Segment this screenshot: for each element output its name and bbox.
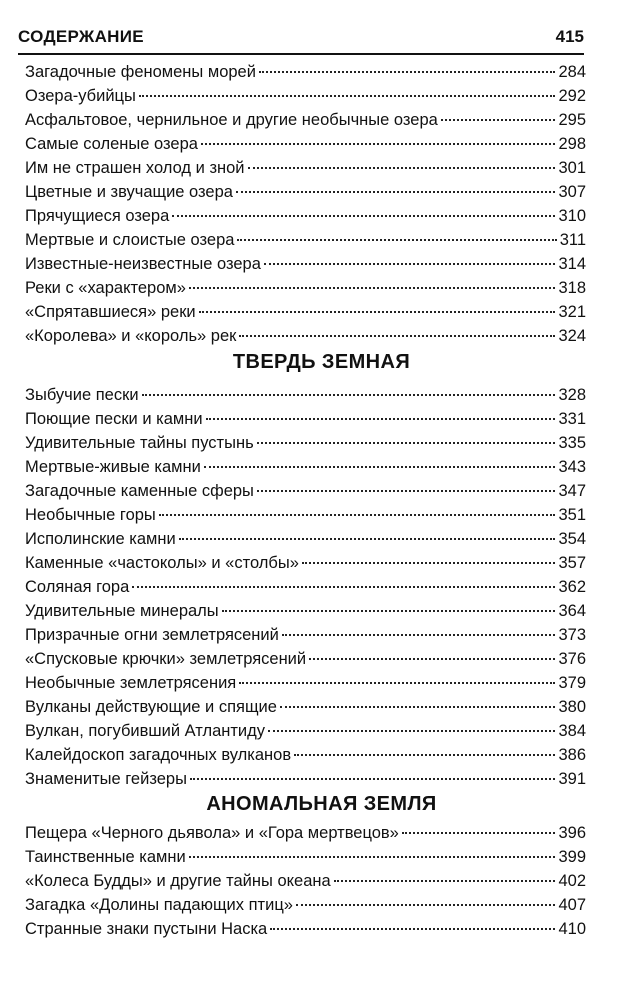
dot-leader	[222, 610, 556, 612]
entry-title: Им не страшен холод и зной	[25, 159, 245, 177]
entry-page-number: 295	[558, 111, 586, 129]
entry-title: «Спрятавшиеся» реки	[25, 303, 196, 321]
entry-page-number: 373	[558, 626, 586, 644]
dot-leader	[206, 418, 556, 420]
entry-page-number: 331	[558, 410, 586, 428]
entry-title: Загадочные феномены морей	[25, 63, 256, 81]
entry-page-number: 379	[558, 674, 586, 692]
dot-leader	[142, 394, 556, 396]
entry-page-number: 335	[558, 434, 586, 452]
dot-leader	[302, 562, 556, 564]
toc-entry	[25, 647, 586, 671]
toc-entry	[25, 695, 586, 719]
dot-leader	[236, 191, 556, 193]
entry-title: Калейдоскоп загадочных вулканов	[25, 746, 292, 764]
dot-leader	[199, 311, 556, 313]
dot-leader	[334, 880, 556, 882]
toc-entry	[25, 917, 586, 941]
entry-title: Поющие пески и камни	[25, 410, 203, 428]
toc-entry	[25, 431, 586, 455]
section-heading-earth: ТВЕРДЬ ЗЕМНАЯ	[232, 351, 411, 373]
entry-title: Цветные и звучащие озера	[25, 183, 233, 201]
dot-leader	[159, 514, 556, 516]
dot-leader	[268, 730, 555, 732]
entry-title: Удивительные минералы	[25, 602, 219, 620]
entry-title: Вулканы действующие и спящие	[25, 698, 277, 716]
entry-page-number: 354	[558, 530, 586, 548]
dot-leader	[257, 442, 556, 444]
toc-list-lakes-rivers	[25, 60, 586, 348]
entry-title: Вулкан, погубивший Атлантиду	[25, 722, 266, 740]
entry-page-number: 298	[558, 135, 586, 153]
toc-entry	[25, 743, 586, 767]
entry-title: Озера-убийцы	[25, 87, 136, 105]
entry-title: Необычные горы	[25, 506, 156, 524]
toc-entry	[25, 527, 586, 551]
dot-leader	[294, 754, 555, 756]
entry-page-number: 362	[558, 578, 586, 596]
toc-entry	[25, 60, 586, 84]
toc-entry	[25, 300, 586, 324]
dot-leader	[264, 263, 556, 265]
toc-entry	[25, 623, 586, 647]
dot-leader	[132, 586, 555, 588]
entry-page-number: 410	[558, 920, 586, 938]
entry-page-number: 307	[558, 183, 586, 201]
entry-page-number: 311	[559, 231, 586, 249]
entry-title: Исполинские камни	[25, 530, 176, 548]
entry-title: «Колеса Будды» и другие тайны океана	[25, 872, 331, 890]
toc-entry	[25, 132, 586, 156]
dot-leader	[204, 466, 556, 468]
entry-title: Зыбучие пески	[25, 386, 139, 404]
dot-leader	[139, 95, 556, 97]
page-header	[18, 27, 584, 55]
entry-page-number: 402	[558, 872, 586, 890]
toc-entry	[25, 845, 586, 869]
dot-leader	[239, 335, 555, 337]
dot-leader	[259, 71, 556, 73]
entry-title: Соляная гора	[25, 578, 130, 596]
toc-entry	[25, 671, 586, 695]
toc-entry	[25, 228, 586, 252]
entry-page-number: 376	[558, 650, 586, 668]
entry-title: Асфальтовое, чернильное и другие необычные озера	[25, 111, 438, 129]
entry-title: Мертвые-живые камни	[25, 458, 201, 476]
dot-leader	[257, 490, 556, 492]
dot-leader	[201, 143, 556, 145]
entry-page-number: 347	[558, 482, 586, 500]
entry-page-number: 391	[558, 770, 586, 788]
page-number: 415	[555, 27, 584, 46]
toc-entry	[25, 599, 586, 623]
dot-leader	[248, 167, 556, 169]
entry-title: Загадка «Долины падающих птиц»	[25, 896, 293, 914]
toc-entry	[25, 719, 586, 743]
entry-page-number: 380	[558, 698, 586, 716]
dot-leader	[441, 119, 556, 121]
dot-leader	[179, 538, 556, 540]
entry-title: Самые соленые озера	[25, 135, 198, 153]
toc-list-earth	[25, 383, 586, 791]
entry-page-number: 357	[558, 554, 586, 572]
dot-leader	[270, 928, 555, 930]
entry-title: Пещера «Черного дьявола» и «Гора мертвецов»	[25, 824, 399, 842]
entry-title: Необычные землетрясения	[25, 674, 237, 692]
toc-entry	[25, 455, 586, 479]
entry-title: Реки с «характером»	[25, 279, 186, 297]
toc-entry	[25, 84, 586, 108]
toc-entry	[25, 767, 586, 791]
entry-title: Странные знаки пустыни Наска	[25, 920, 268, 938]
entry-page-number: 301	[558, 159, 586, 177]
entry-page-number: 351	[558, 506, 586, 524]
entry-page-number: 399	[558, 848, 586, 866]
toc-entry	[25, 204, 586, 228]
entry-page-number: 384	[558, 722, 586, 740]
entry-title: Призрачные огни землетрясений	[25, 626, 279, 644]
entry-title: Удивительные тайны пустынь	[25, 434, 254, 452]
dot-leader	[282, 634, 556, 636]
entry-page-number: 292	[558, 87, 586, 105]
dot-leader	[309, 658, 555, 660]
dot-leader	[190, 778, 556, 780]
toc-entry	[25, 893, 586, 917]
toc-list-anomalous	[25, 821, 586, 941]
toc-entry	[25, 869, 586, 893]
toc-entry	[25, 324, 586, 348]
toc-entry	[25, 551, 586, 575]
entry-title: Знаменитые гейзеры	[25, 770, 187, 788]
toc-entry	[25, 156, 586, 180]
entry-title: Каменные «частоколы» и «столбы»	[25, 554, 299, 572]
entry-page-number: 321	[558, 303, 586, 321]
toc-entry	[25, 108, 586, 132]
entry-page-number: 318	[558, 279, 586, 297]
section-heading-anomalous: АНОМАЛЬНАЯ ЗЕМЛЯ	[206, 793, 437, 815]
entry-page-number: 310	[558, 207, 586, 225]
entry-page-number: 396	[558, 824, 586, 842]
dot-leader	[402, 832, 556, 834]
entry-title: Таинственные камни	[25, 848, 186, 866]
dot-leader	[189, 856, 556, 858]
toc-entry	[25, 180, 586, 204]
dot-leader	[189, 287, 556, 289]
toc-entry	[25, 252, 586, 276]
toc-entry	[25, 383, 586, 407]
entry-page-number: 324	[558, 327, 586, 345]
toc-entry	[25, 821, 586, 845]
dot-leader	[296, 904, 556, 906]
dot-leader	[280, 706, 556, 708]
entry-title: Загадочные каменные сферы	[25, 482, 254, 500]
entry-title: Прячущиеся озера	[25, 207, 170, 225]
toc-entry	[25, 407, 586, 431]
entry-page-number: 343	[558, 458, 586, 476]
entry-page-number: 364	[558, 602, 586, 620]
entry-page-number: 284	[558, 63, 586, 81]
toc-entry	[25, 575, 586, 599]
entry-title: Известные-неизвестные озера	[25, 255, 261, 273]
dot-leader	[172, 215, 555, 217]
entry-title: «Спусковые крючки» землетрясений	[25, 650, 307, 668]
entry-page-number: 386	[558, 746, 586, 764]
entry-page-number: 328	[558, 386, 586, 404]
entry-page-number: 407	[558, 896, 586, 914]
dot-leader	[239, 682, 555, 684]
entry-title: «Королева» и «король» рек	[25, 327, 237, 345]
dot-leader	[237, 239, 556, 241]
entry-page-number: 314	[558, 255, 586, 273]
toc-entry	[25, 276, 586, 300]
toc-entry	[25, 479, 586, 503]
toc-entry	[25, 503, 586, 527]
entry-title: Мертвые и слоистые озера	[25, 231, 235, 249]
running-title: СОДЕРЖАНИЕ	[18, 27, 144, 46]
